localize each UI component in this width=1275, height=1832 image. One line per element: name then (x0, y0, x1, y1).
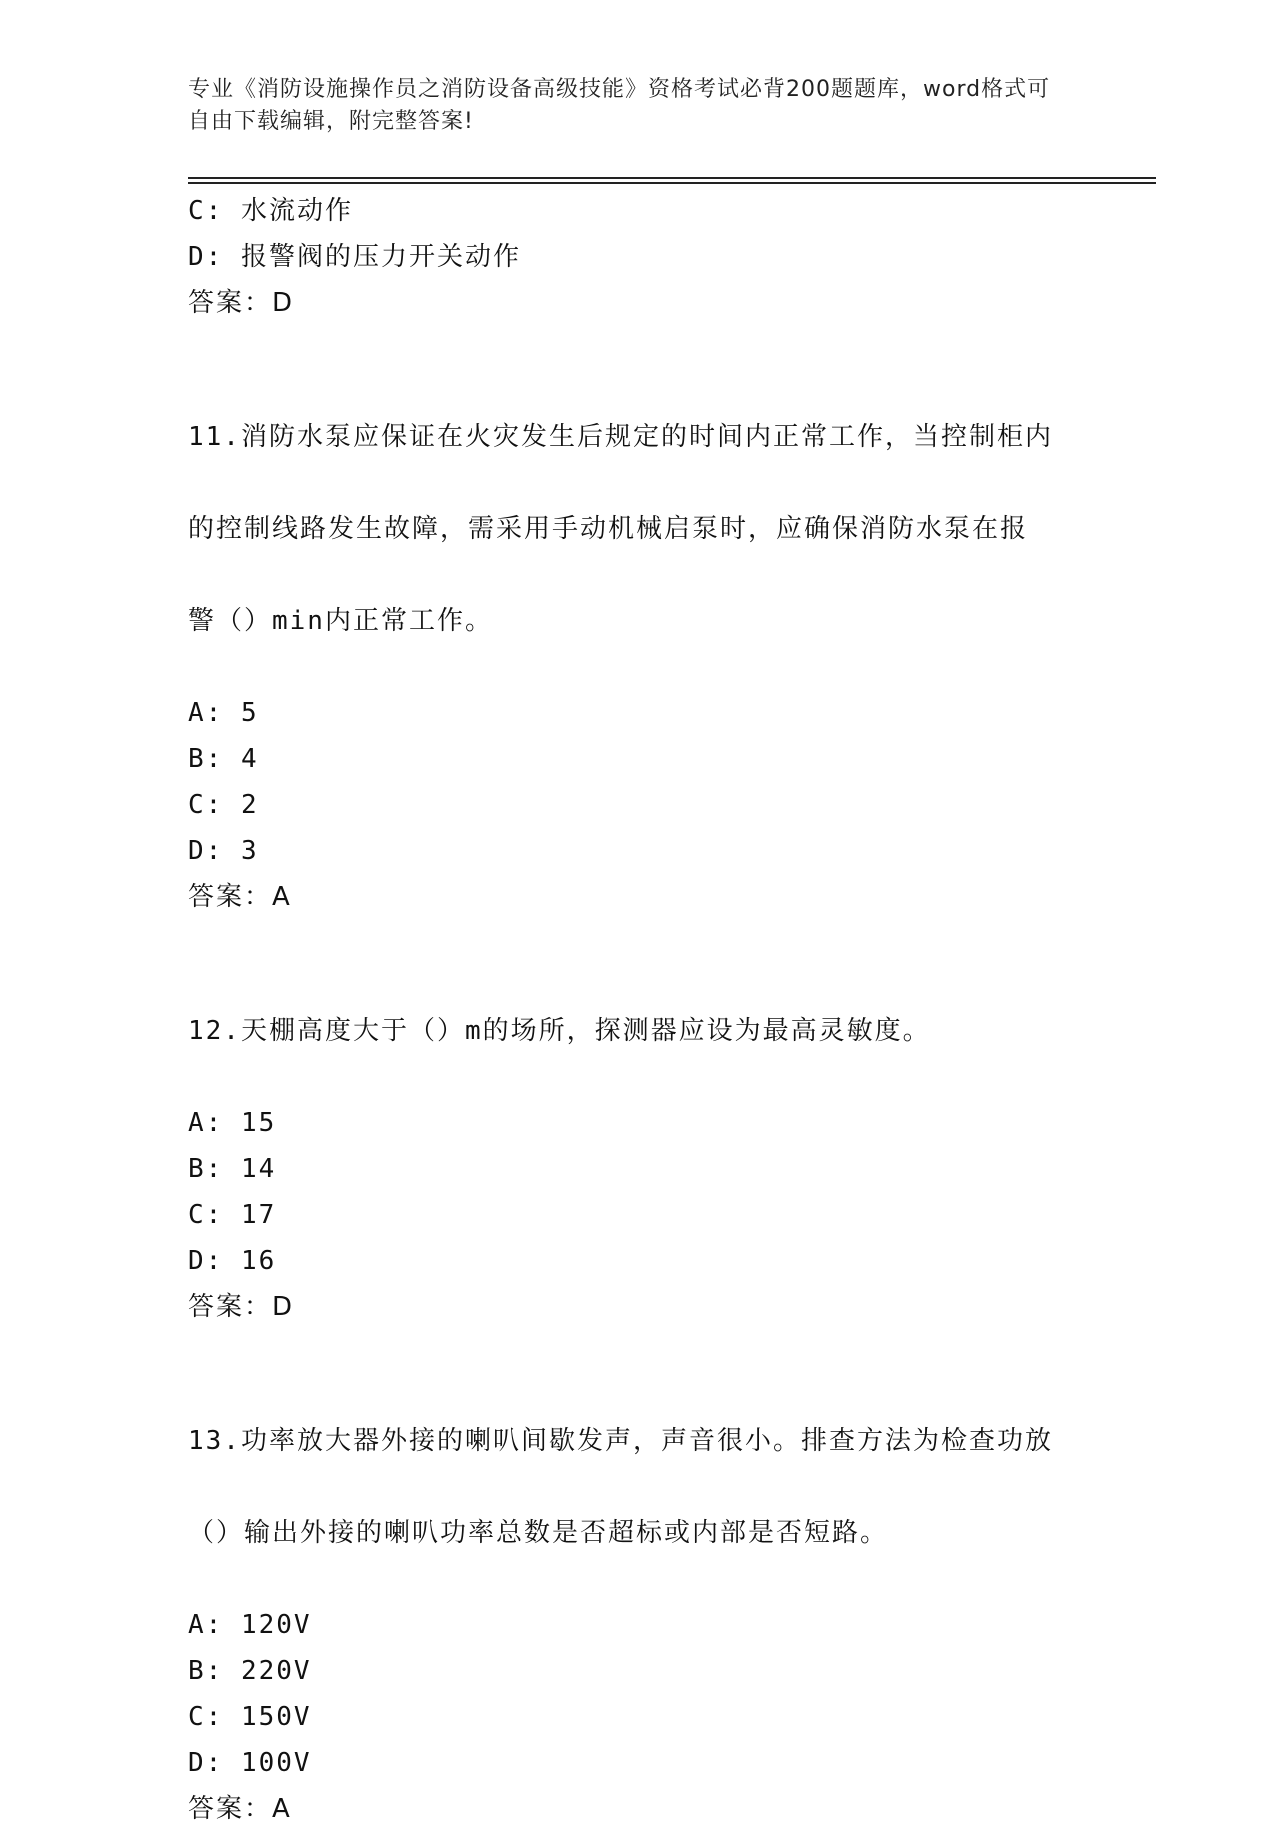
document-header: 专业《消防设施操作员之消防设备高级技能》资格考试必背200题题库，word格式可自由下载编辑，附完整答案! (188, 77, 1051, 134)
q13-option-a: A: 120V (188, 1610, 312, 1640)
q12-option-b: B: 14 (188, 1154, 277, 1184)
q10-option-c: C: 水流动作 (188, 196, 353, 226)
q12-option-a: A: 15 (188, 1108, 277, 1138)
q12-stem (188, 962, 1088, 1100)
q12-option-c: C: 17 (188, 1200, 277, 1230)
spacer (188, 1330, 1088, 1372)
q12-stem-line-1: 12.天棚高度大于（）m的场所，探测器应设为最高灵敏度。 (188, 1016, 931, 1046)
q12-option-d: D: 16 (188, 1246, 277, 1276)
spacer (188, 326, 1088, 368)
q11-stem-line-2: 的控制线路发生故障，需采用手动机械启泵时，应确保消防水泵在报 (188, 514, 1029, 544)
q11-stem-line-1: 11.消防水泵应保证在火灾发生后规定的时间内正常工作，当控制柜内 (188, 422, 1053, 452)
header-rule-bottom (188, 182, 1156, 184)
spacer (188, 920, 1088, 962)
q11-option-c: C: 2 (188, 790, 259, 820)
q13-answer: 答案：A (188, 1794, 292, 1824)
q11-option-a: A: 5 (188, 698, 259, 728)
question-content (188, 188, 1088, 1832)
q10-option-d: D: 报警阀的压力开关动作 (188, 242, 521, 272)
q12-answer: 答案：D (188, 1292, 295, 1322)
q13-option-c: C: 150V (188, 1702, 312, 1732)
q11-stem-line-3: 警（）min内正常工作。 (188, 606, 493, 636)
q13-option-b: B: 220V (188, 1656, 312, 1686)
q11-option-d: D: 3 (188, 836, 259, 866)
q11-answer: 答案：A (188, 882, 292, 912)
q11-stem (188, 368, 1088, 690)
header-rule-top (188, 177, 1156, 179)
q10-answer: 答案：D (188, 288, 295, 318)
q13-stem (188, 1372, 1088, 1602)
q13-stem-line-2: （）输出外接的喇叭功率总数是否超标或内部是否短路。 (188, 1518, 889, 1548)
q11-option-b: B: 4 (188, 744, 259, 774)
q13-stem-line-1: 13.功率放大器外接的喇叭间歇发声，声音很小。排查方法为检查功放 (188, 1426, 1053, 1456)
q13-option-d: D: 100V (188, 1748, 312, 1778)
